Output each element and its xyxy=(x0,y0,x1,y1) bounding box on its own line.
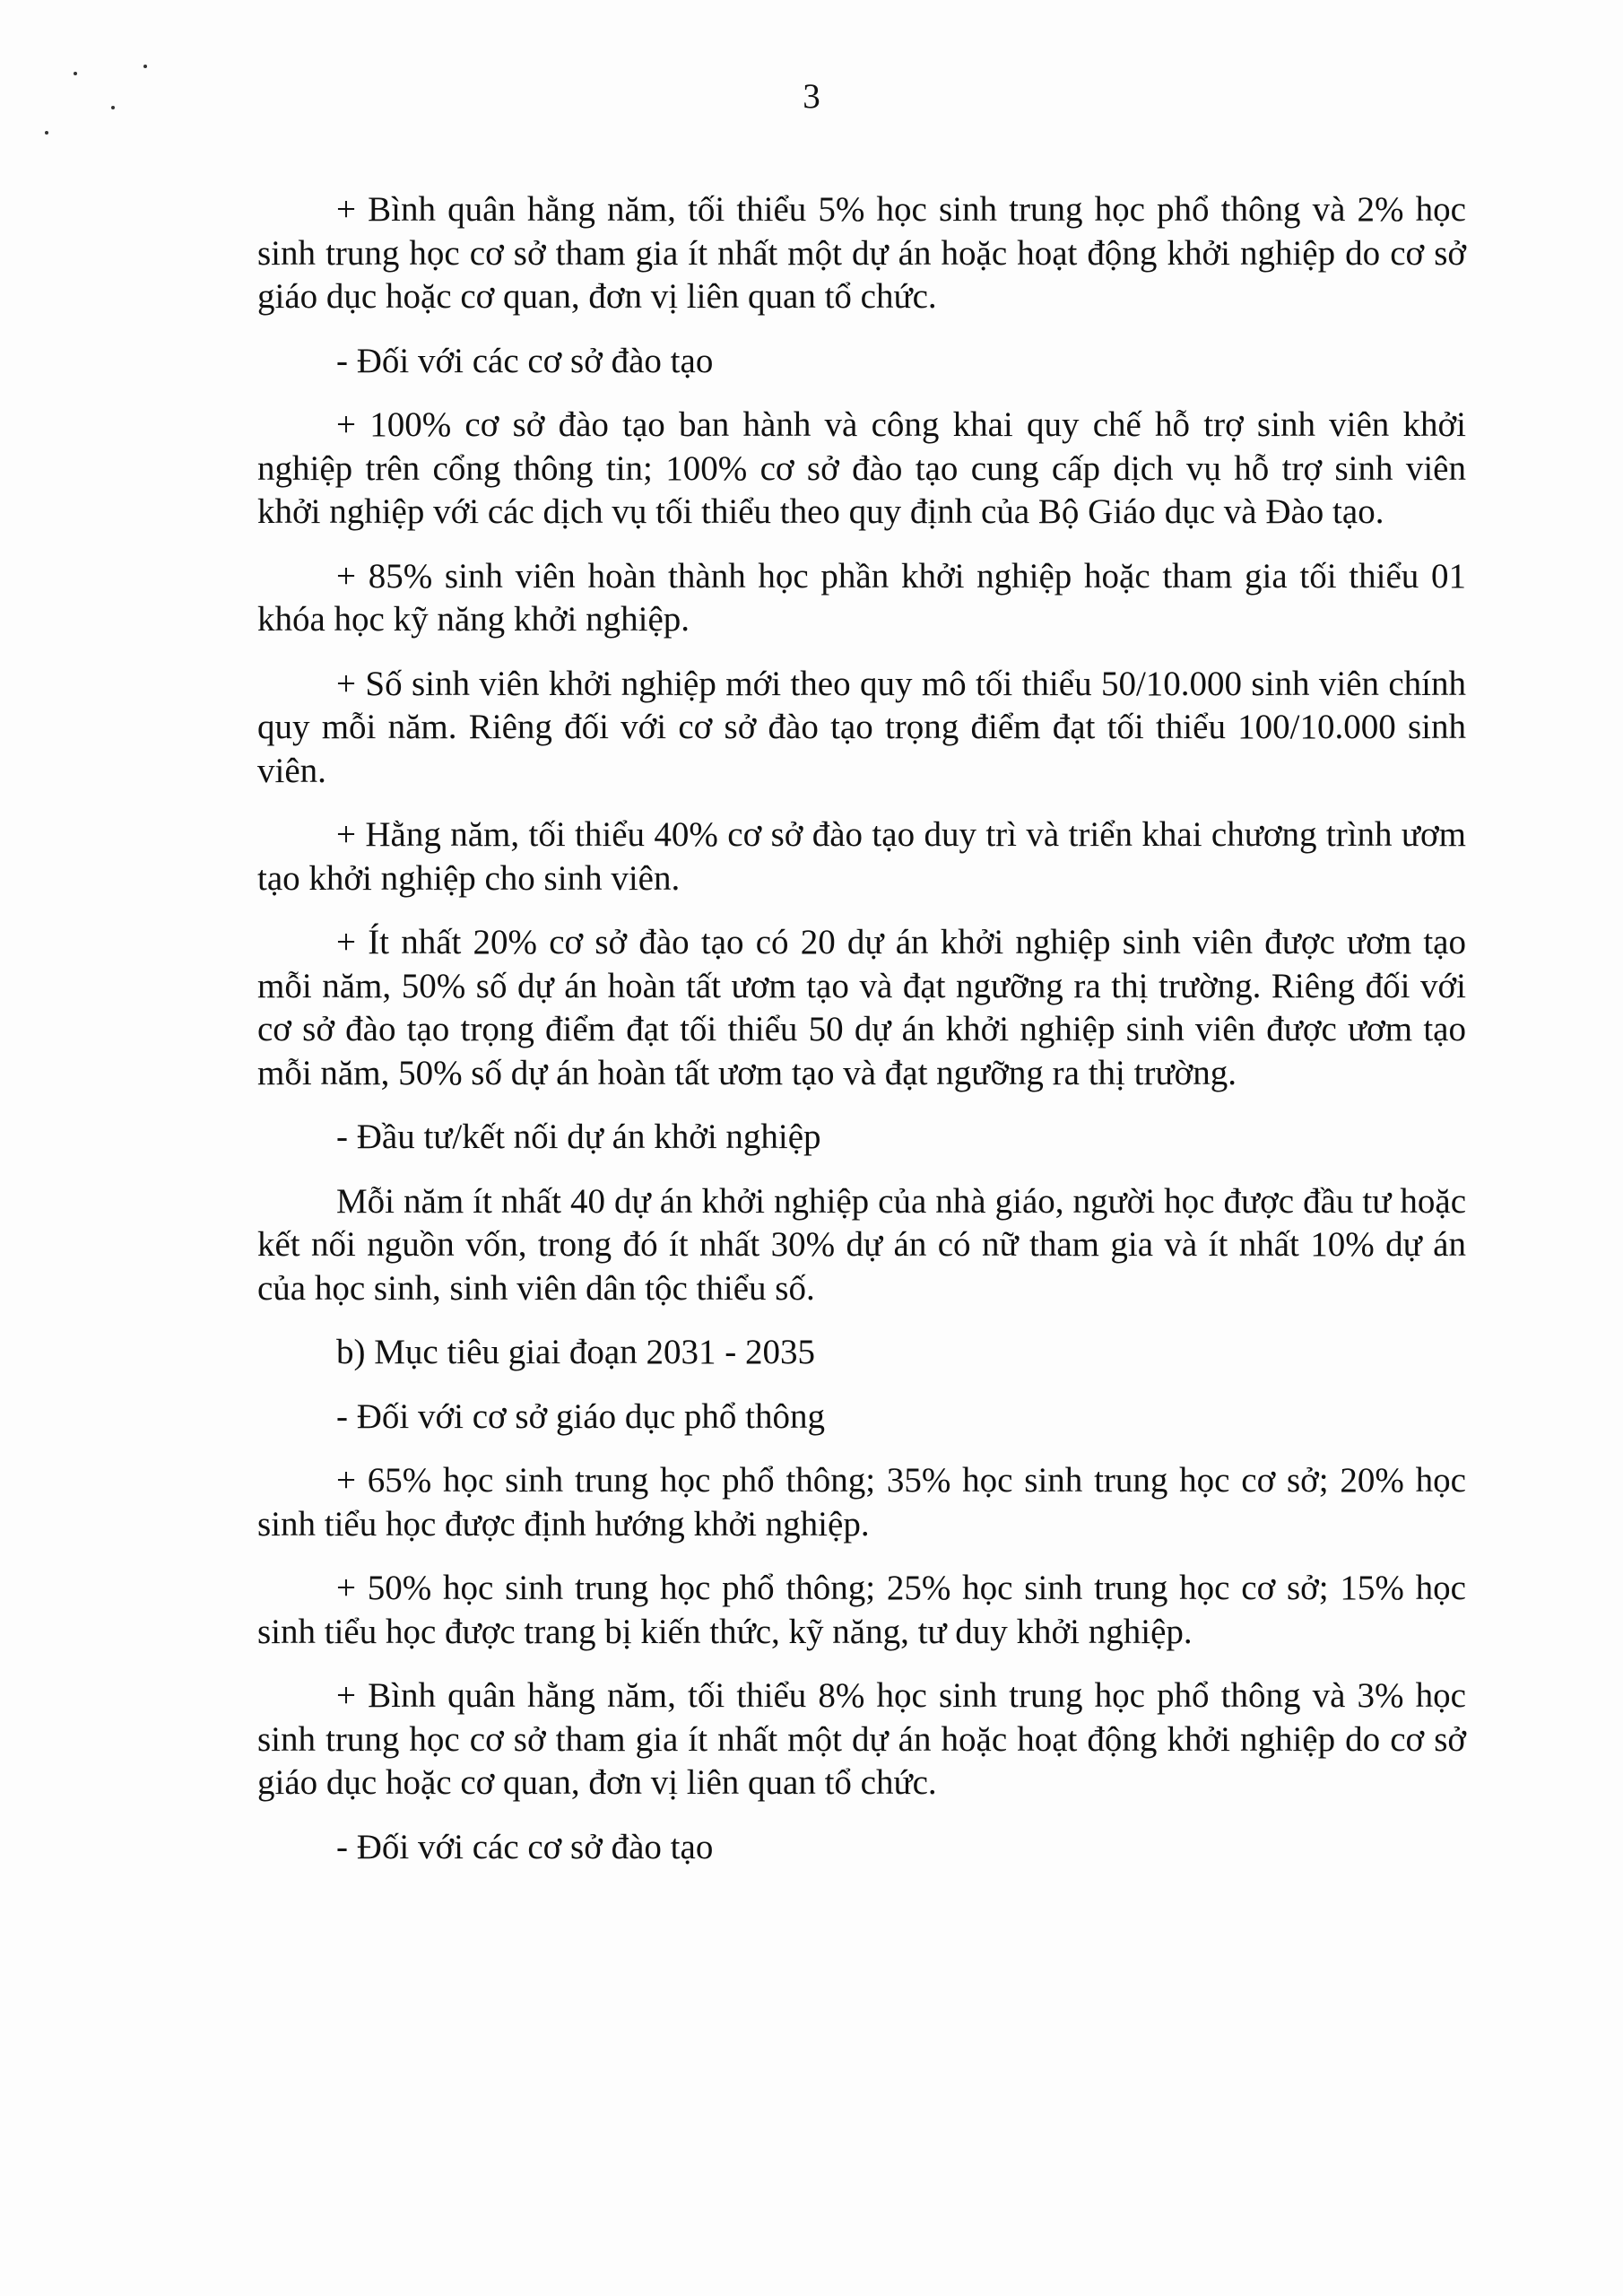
page-number: 3 xyxy=(803,77,820,116)
section-heading: - Đối với các cơ sở đào tạo xyxy=(336,1827,714,1866)
paragraph: + Ít nhất 20% cơ sở đào tạo có 20 dự án khởi nghiệp sinh viên được ươm tạo mỗi năm, 50% số dự án hoàn tất ươm tạo và đạt ngưỡng ra thị trường. Riêng đối với cơ sở đào tạo trọng điểm đạt tối thiểu 50 dự án khởi nghiệp sinh viên được ươm tạo mỗi năm, 50% số dự án hoàn tất ươm tạo và đạt ngưỡng ra thị trường. xyxy=(257,923,1466,1092)
paragraph: + Bình quân hằng năm, tối thiểu 5% học sinh trung học phổ thông và 2% học sinh trung học cơ sở tham gia ít nhất một dự án hoặc hoạt động khởi nghiệp do cơ sở giáo dục hoặc cơ quan, đơn vị liên quan tổ chức. xyxy=(257,190,1466,316)
paragraph: Mỗi năm ít nhất 40 dự án khởi nghiệp của nhà giáo, người học được đầu tư hoặc kết nối nguồn vốn, trong đó ít nhất 30% dự án có nữ tham gia và ít nhất 10% dự án của học sinh, sinh viên dân tộc thiểu số. xyxy=(257,1181,1466,1308)
paragraph: + Hằng năm, tối thiểu 40% cơ sở đào tạo duy trì và triển khai chương trình ươm tạo khởi nghiệp cho sinh viên. xyxy=(257,815,1466,898)
document-body xyxy=(257,188,1466,1890)
section-heading: b) Mục tiêu giai đoạn 2031 - 2035 xyxy=(336,1333,815,1371)
paragraph: + 50% học sinh trung học phổ thông; 25% học sinh trung học cơ sở; 15% học sinh tiểu học được trang bị kiến thức, kỹ năng, tư duy khởi nghiệp. xyxy=(257,1569,1466,1651)
section-heading: - Đối với cơ sở giáo dục phổ thông xyxy=(336,1396,825,1436)
section-heading: - Đối với các cơ sở đào tạo xyxy=(336,341,714,380)
paragraph: + 65% học sinh trung học phổ thông; 35% học sinh trung học cơ sở; 20% học sinh tiểu học được định hướng khởi nghiệp. xyxy=(257,1461,1466,1544)
paragraph: + 100% cơ sở đào tạo ban hành và công khai quy chế hỗ trợ sinh viên khởi nghiệp trên cổng thông tin; 100% cơ sở đào tạo cung cấp dịch vụ hỗ trợ sinh viên khởi nghiệp với các dịch vụ tối thiểu theo quy định của Bộ Giáo dục và Đào tạo. xyxy=(257,405,1466,531)
section-heading: - Đầu tư/kết nối dự án khởi nghiệp xyxy=(336,1118,821,1156)
paragraph: + 85% sinh viên hoàn thành học phần khởi nghiệp hoặc tham gia tối thiểu 01 khóa học kỹ năng khởi nghiệp. xyxy=(257,556,1466,639)
paragraph: + Bình quân hằng năm, tối thiểu 8% học sinh trung học phổ thông và 3% học sinh trung học cơ sở tham gia ít nhất một dự án hoặc hoạt động khởi nghiệp do cơ sở giáo dục hoặc cơ quan, đơn vị liên quan tổ chức. xyxy=(257,1676,1466,1802)
paragraph: + Số sinh viên khởi nghiệp mới theo quy mô tối thiểu 50/10.000 sinh viên chính quy mỗi năm. Riêng đối với cơ sở đào tạo trọng điểm đạt tối thiểu 100/10.000 sinh viên. xyxy=(257,664,1466,790)
scan-speck xyxy=(143,65,147,68)
scan-speck xyxy=(45,131,48,135)
